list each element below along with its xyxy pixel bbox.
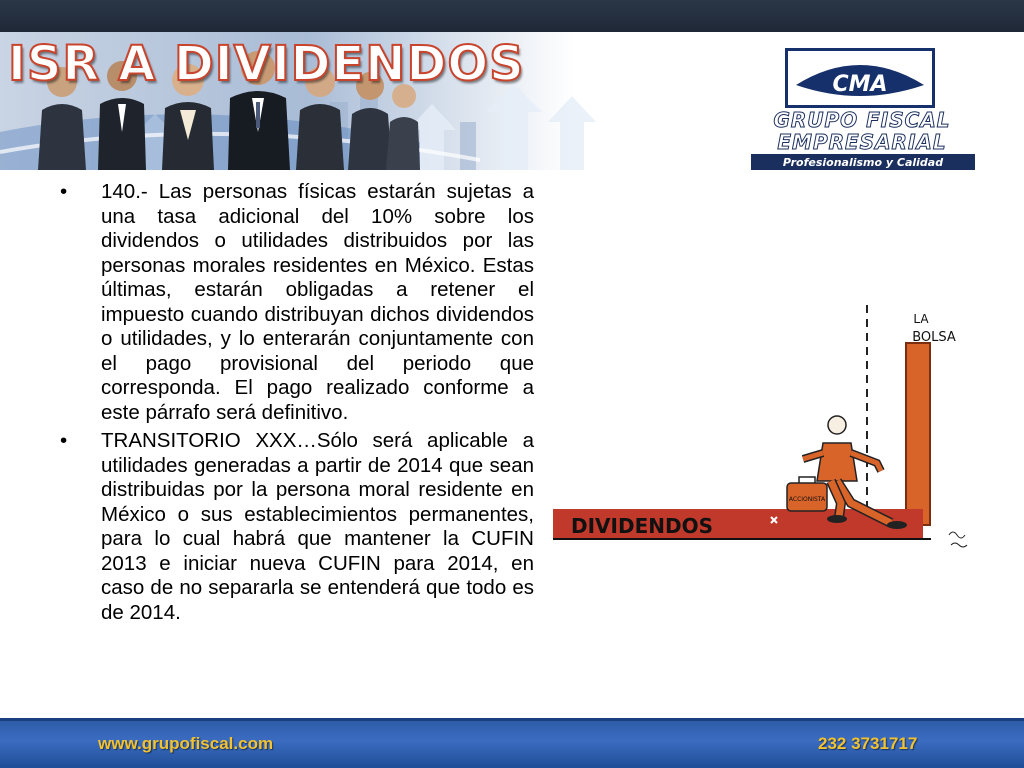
logo-line-1: GRUPO FISCAL xyxy=(773,108,951,132)
artist-signature xyxy=(949,532,967,547)
bolsa-label-1: LA xyxy=(913,312,929,326)
bolsa-column xyxy=(906,343,930,525)
company-logo xyxy=(737,48,987,170)
footer-website-link[interactable]: www.grupofiscal.com xyxy=(98,734,274,753)
page-title: ISR A DIVIDENDOS xyxy=(8,36,525,92)
bullet-icon: • xyxy=(60,180,68,203)
bullet-icon: • xyxy=(60,429,68,452)
logo-emblem xyxy=(785,48,935,108)
footer-phone: 232 3731717 xyxy=(818,734,918,753)
briefcase-text: ACCIONISTA xyxy=(788,496,826,503)
floor-text: DIVIDENDOS xyxy=(571,514,713,538)
logo-brand-text: CMA xyxy=(832,72,888,97)
footer-divider xyxy=(0,718,1024,721)
logo-line-2: EMPRESARIAL xyxy=(777,130,947,154)
bolsa-label-2: BOLSA xyxy=(912,330,956,345)
footer-bar xyxy=(0,718,1024,768)
bullet-item xyxy=(60,429,534,625)
top-bar xyxy=(0,0,1024,32)
bullet-item xyxy=(60,180,534,425)
bullet-text: TRANSITORIO XXX…Sólo será aplicable a utilidades generadas a partir de 2014 que sean distribuidas por la persona moral residente en México o sus establecimientos permanentes, para lo cual habrá que mantener la CUFIN 2013 e iniciar nueva CUFIN para 2014, en caso de no separarla se entenderá que todo es de 2014. xyxy=(101,429,534,624)
bullet-list xyxy=(60,180,534,629)
bullet-text: 140.- Las personas físicas estarán sujetas a una tasa adicional del 10% sobre los dividendos o utilidades distribuidos por las personas morales residentes en México. Estas últimas, estarán obligadas a retener el impuesto cuando distribuyan dichos dividendos o utilidades, y lo enterarán conjuntamente con el pago provisional del periodo que corresponda. El pago realizado conforme a este párrafo será definitivo. xyxy=(101,180,534,424)
briefcase-icon xyxy=(787,477,827,511)
logo-tagline: Profesionalismo y Calidad xyxy=(751,154,975,170)
dividendos-cartoon xyxy=(551,303,981,565)
logo-eye-icon xyxy=(788,51,932,105)
header-banner xyxy=(0,32,1024,170)
